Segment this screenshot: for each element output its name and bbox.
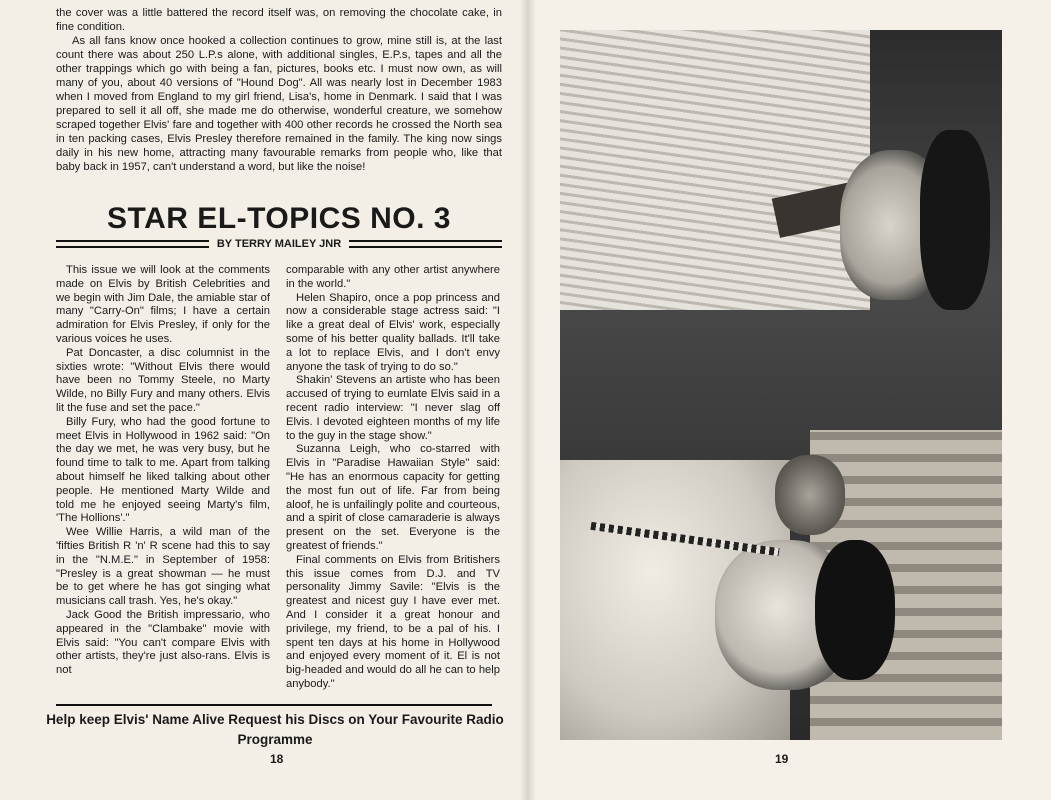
elvis-photo bbox=[560, 30, 1002, 740]
photo-face-background bbox=[775, 455, 845, 535]
article-paragraph: Final comments on Elvis from Britishers this issue comes from D.J. and TV personality Jimmy Savile: "Elvis is the greatest and nicest guy I have ever met. And I consider it a great honour and privilege, my friend, to be a pal of his. I spent ten days at his home in Hollywood and enjoyed every moment of it. El is not big-headed and would do all he can to help anybody." bbox=[286, 553, 500, 690]
article-paragraph: Helen Shapiro, once a pop princess and now a considerable stage actress said: "I like a great deal of Elvis' work, especially some of his better quality ballads. It'll take a lot to replace Elvis, and I don't envy anyone the task of trying to do so." bbox=[286, 291, 500, 373]
footer-rule bbox=[56, 704, 492, 706]
byline-rule-right bbox=[349, 240, 502, 248]
byline-rule-left bbox=[56, 240, 209, 248]
article-paragraph: Jack Good the British impressario, who appeared in the "Clambake" movie with Elvis said: "You can't compare Elvis with other artists, they're just also-rans. Elvis is not bbox=[56, 608, 270, 677]
article-paragraph: Billy Fury, who had the good fortune to meet Elvis in Hollywood in 1962 said: "On the day we met, he was very busy, but he found time to talk to me. Apart from talking about himself he liked talking about other people. He mentioned Marty Wilde and told me he enjoyed seeing Marty's film, 'The Hollions'." bbox=[56, 415, 270, 525]
article-paragraph: Pat Doncaster, a disc columnist in the sixties wrote: "Without Elvis there would have been no Tommy Steele, no Marty Wilde, no Billy Fury and many others. Elvis lit the fuse and set the pace." bbox=[56, 346, 270, 414]
page-gutter bbox=[520, 0, 536, 800]
article-paragraph: Wee Willie Harris, a wild man of the 'fifties British R 'n' R scene had this to say in the "N.M.E." in September of 1958: "Presley is a great showman — he must be to get where he has got singing what musicians call trash. Yes, he's okay." bbox=[56, 526, 270, 608]
article-paragraph: Suzanna Leigh, who co-starred with Elvis in "Paradise Hawaiian Style" said: "He has an enormous capacity for getting the most fun out of life. Far from being aloof, he is unfailingly polite and courteous, and a spirit of close camaraderie is always present on the set. Everyone is the greatest of friends." bbox=[286, 443, 500, 552]
byline: BY TERRY MAILEY JNR bbox=[216, 238, 342, 250]
page-number-right: 19 bbox=[775, 752, 789, 766]
intro-paragraph: the cover was a little battered the record itself was, on removing the chocolate cake, in fine condition. bbox=[56, 7, 502, 33]
byline-row bbox=[56, 238, 502, 250]
article-column-right bbox=[286, 264, 500, 692]
footer-plea: Help keep Elvis' Name Alive Request his Discs on Your Favourite Radio Programme bbox=[46, 712, 504, 747]
article-title: STAR EL-TOPICS NO. 3 bbox=[107, 202, 451, 235]
page-number-left: 18 bbox=[270, 752, 284, 766]
article-paragraph: Shakin' Stevens an artiste who has been accused of trying to eumlate Elvis said in a recent radio interview: "I never slag off Elvis. I devoted eighteen months of my life to the guy in the stage show." bbox=[286, 374, 500, 442]
photo-hair-elvis bbox=[920, 130, 990, 310]
photo-hair-woman bbox=[815, 540, 895, 680]
article-column-left bbox=[56, 264, 270, 678]
intro-text bbox=[56, 6, 502, 174]
article-paragraph: This issue we will look at the comments made on Elvis by British Celebrities and we begin with Jim Dale, the amiable star of many "Carry-On" films; I have a certain admiration for Elvis Presley, if only for the various voices he uses. bbox=[56, 264, 270, 345]
intro-paragraph: As all fans know once hooked a collection continues to grow, mine still is, at the last count there was about 250 L.P.s alone, with additional singles, E.P.s, tapes and all the other trappings which go with being a fan, pictures, books etc. I must now own, as will many of you, about 40 versions of "Hound Dog". All was nearly lost in December 1983 when I moved from England to my girl friend, Lisa's, home in Denmark. I said that I was prepared to sell it all off, she made me do otherwise, wonderful creature, we somehow scraped together Elvis' fare and together with 400 other records he crossed the North sea in ten packing cases, Elvis Presley therefore remained in the family. The king now sings daily in his new home, attracting many favourable remarks from people who, like that baby back in 1957, can't understand a word, but like the noise! bbox=[56, 35, 502, 173]
article-paragraph-continued: comparable with any other artist anywhere in the world." bbox=[286, 264, 500, 290]
photo-sweater bbox=[560, 30, 870, 310]
